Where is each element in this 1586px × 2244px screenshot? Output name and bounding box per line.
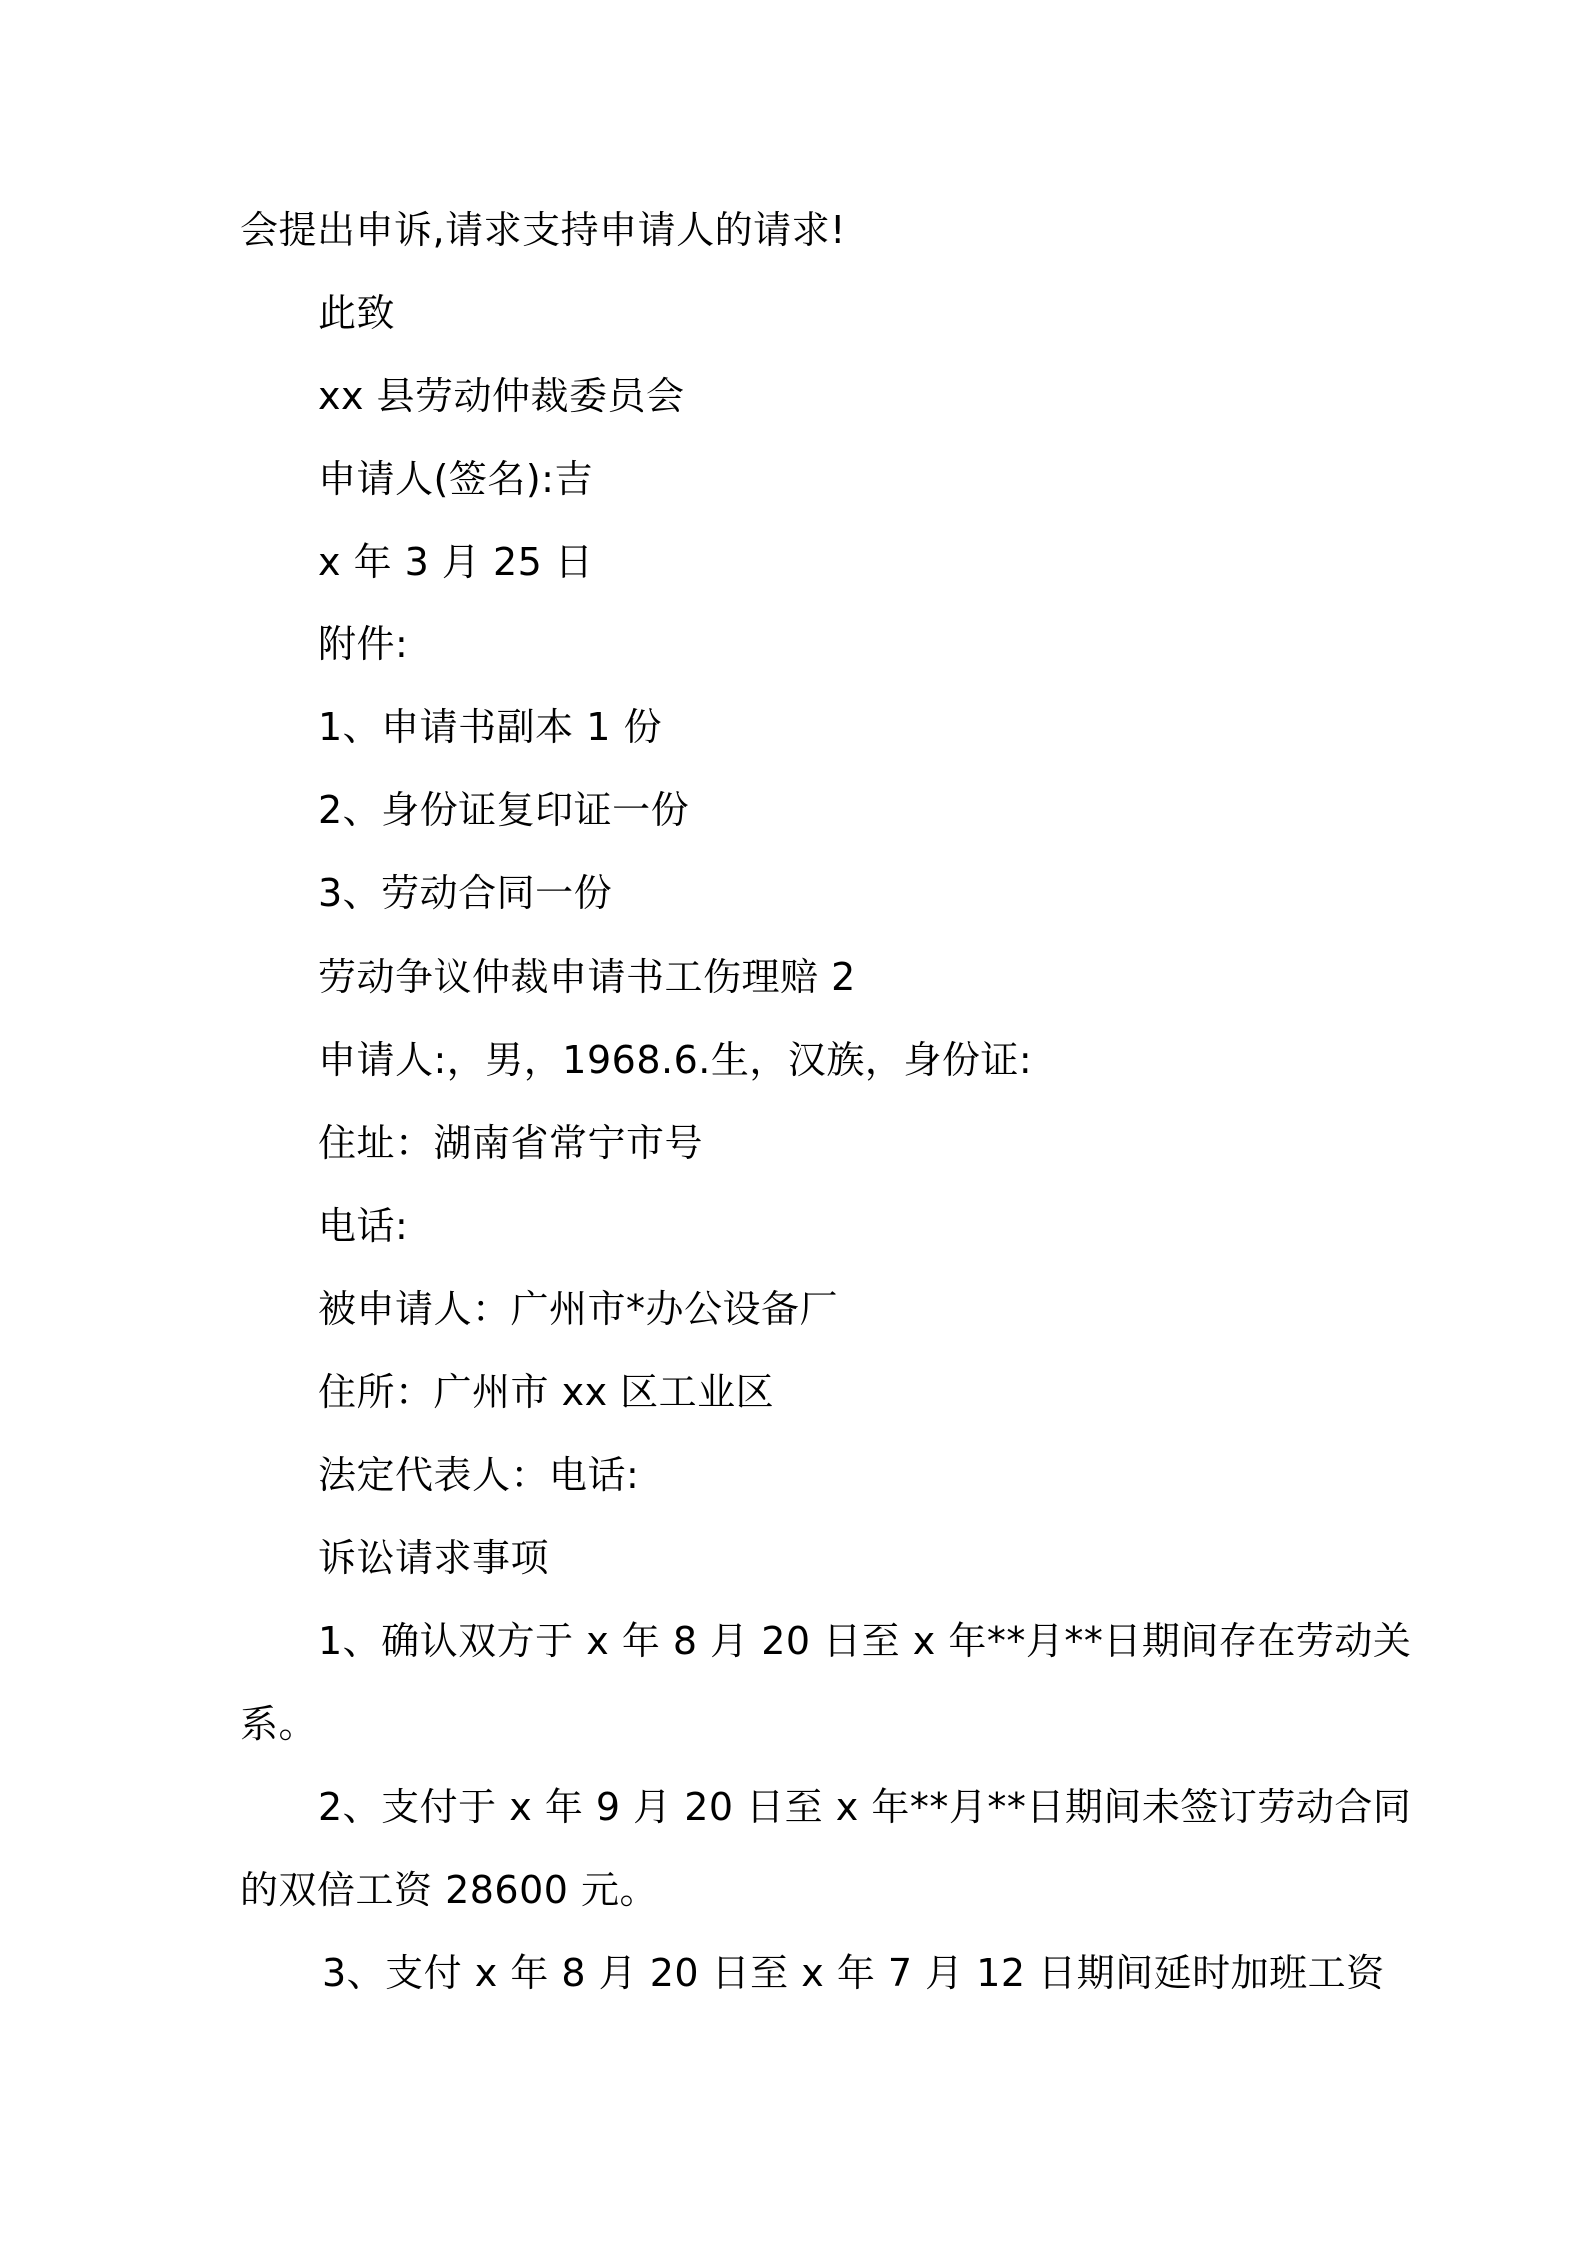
text-line-respondent-address: 住所：广州市 xx 区工业区 [318, 1370, 775, 1414]
text-line-applicant-signature: 申请人(签名):吉 [318, 457, 593, 501]
text-line-claims-heading: 诉讼请求事项 [318, 1536, 550, 1580]
text-line-attachment-3: 3、劳动合同一份 [318, 871, 613, 915]
text-line-legal-representative: 法定代表人：电话: [318, 1453, 640, 1497]
text-line-appeal-request: 会提出申诉,请求支持申请人的请求! [240, 208, 846, 252]
text-line-salutation: 此致 [318, 291, 396, 335]
text-line-applicant-address: 住址：湖南省常宁市号 [318, 1121, 704, 1165]
text-line-claim-2: 2、支付于 x 年 9 月 20 日至 x 年**月**日期间未签订劳动合同 [318, 1785, 1412, 1829]
text-line-attachment-1: 1、申请书副本 1 份 [318, 705, 663, 749]
text-line-attachment-2: 2、身份证复印证一份 [318, 788, 690, 832]
text-line-claim-1-continued: 系。 [240, 1702, 318, 1746]
text-line-respondent: 被申请人：广州市*办公设备厂 [318, 1287, 839, 1331]
text-line-recipient: xx 县劳动仲裁委员会 [318, 374, 685, 418]
text-line-attachments-heading: 附件: [318, 622, 409, 666]
text-line-claim-3: 3、支付 x 年 8 月 20 日至 x 年 7 月 12 日期间延时加班工资 [322, 1951, 1385, 1995]
text-line-applicant-phone: 电话: [318, 1204, 409, 1248]
text-line-applicant-info: 申请人:，男，1968.6.生，汉族，身份证: [318, 1038, 1033, 1082]
text-line-section-title: 劳动争议仲裁申请书工伤理赔 2 [318, 955, 856, 999]
text-line-date: x 年 3 月 25 日 [318, 540, 594, 584]
text-line-claim-1: 1、确认双方于 x 年 8 月 20 日至 x 年**月**日期间存在劳动关 [318, 1619, 1412, 1663]
text-line-claim-2-continued: 的双倍工资 28600 元。 [240, 1868, 659, 1912]
